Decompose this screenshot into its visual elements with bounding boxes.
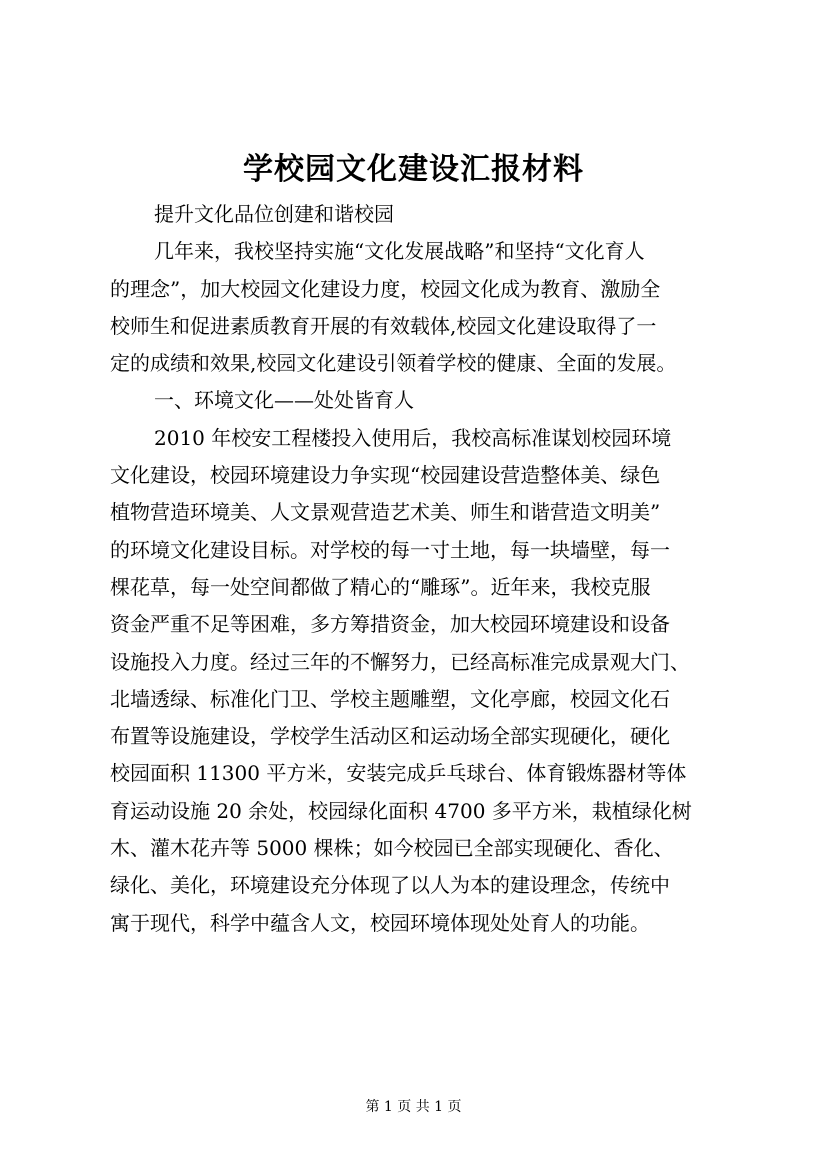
paragraph-line: 资金严重不足等困难，多方筹措资金，加大校园环境建设和设备 [110, 612, 670, 637]
paragraph-line: 设施投入力度。经过三年的不懈努力，已经高标准完成景观大门、 [110, 649, 690, 674]
paragraph-line: 棵花草，每一处空间都做了精心的“雕琢”。近年来，我校克服 [110, 574, 651, 599]
paragraph-line: 寓于现代，科学中蕴含人文，校园环境体现处处育人的功能。 [110, 910, 650, 935]
paragraph-line: 绿化、美化，环境建设充分体现了以人为本的建设理念，传统中 [110, 873, 670, 898]
page-footer: 第 1 页 共 1 页 [365, 1099, 462, 1115]
paragraph-line: 的环境文化建设目标。对学校的每一寸土地，每一块墙壁，每一 [110, 537, 670, 562]
paragraph-line: 定的成绩和效果,校园文化建设引领着学校的健康、全面的发展。 [110, 351, 677, 376]
paragraph-line: 2010 年校安工程楼投入使用后，我校高标准谋划校园环境 [154, 425, 672, 450]
paragraph-line: 文化建设，校园环境建设力争实现“校园建设营造整体美、绿色 [110, 463, 661, 488]
paragraph-line: 植物营造环境美、人文景观营造艺术美、师生和谐营造文明美” [110, 500, 661, 525]
paragraph-line: 几年来，我校坚持实施“文化发展战略”和坚持“文化育人 [154, 239, 645, 264]
paragraph-line: 校园面积 11300 平方米，安装完成乒乓球台、体育锻炼器材等体 [110, 761, 687, 786]
paragraph-line: 育运动设施 20 余处，校园绿化面积 4700 多平方米，栽植绿化树 [110, 798, 692, 823]
section-heading: 一、环境文化——处处皆育人 [154, 388, 414, 413]
paragraph-line: 校师生和促进素质教育开展的有效载体,校园文化建设取得了一 [110, 313, 657, 338]
subtitle-line: 提升文化品位创建和谐校园 [154, 202, 394, 226]
paragraph-line: 木、灌木花卉等 5000 棵株；如今校园已全部实现硬化、香化、 [110, 836, 674, 861]
document-title: 学校园文化建设汇报材料 [243, 152, 584, 187]
document-body [110, 196, 730, 942]
paragraph-line: 的理念”，加大校园文化建设力度，校园文化成为教育、激励全 [110, 276, 661, 301]
paragraph-line: 北墙透绿、标准化门卫、学校主题雕塑，文化亭廊，校园文化石 [110, 686, 670, 711]
paragraph-line: 布置等设施建设，学校学生活动区和运动场全部实现硬化，硬化 [110, 724, 670, 749]
